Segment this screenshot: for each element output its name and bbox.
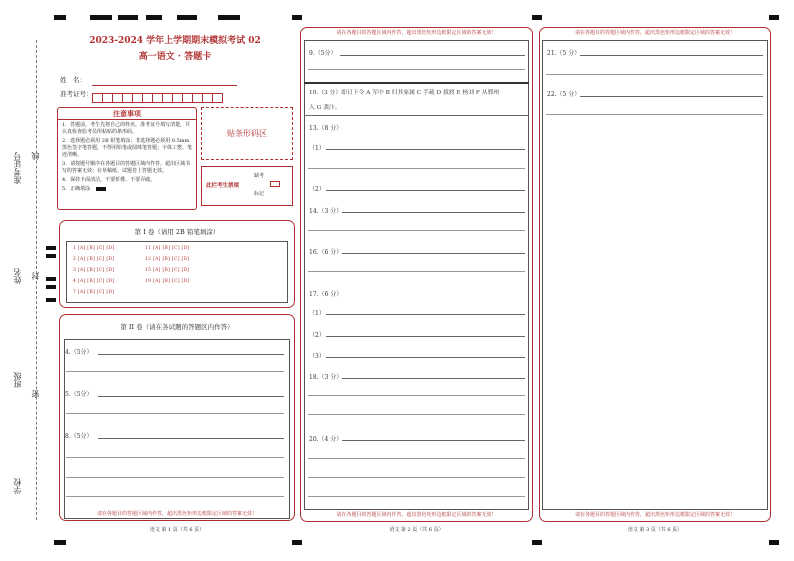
question-label: 18.（3 分） [309, 374, 343, 381]
side-label-name: 姓名 [13, 268, 22, 284]
answer-line[interactable] [98, 354, 284, 355]
answer-line[interactable] [98, 438, 284, 439]
barcode-area [201, 107, 293, 160]
question-label: 22.（5 分） [547, 91, 581, 98]
exam-no-boxes[interactable] [92, 88, 222, 107]
question-label: （1） [309, 310, 325, 317]
page-subtitle: 高一语文 · 答题卡 [138, 52, 212, 62]
timing-mark [46, 246, 56, 250]
question-label: 14.（3 分） [309, 208, 343, 215]
binding-line [36, 40, 37, 520]
region-warning: 请在各题目的答题区域内作答，超出黑色矩形边框限定区域的答案无效！ [96, 511, 257, 517]
option-row[interactable]: 15 [A] [B] [C] [D] [145, 268, 190, 273]
page-footer: 语文 第 2 页（共 6 页） [389, 527, 444, 533]
answer-line[interactable] [66, 457, 284, 458]
question-label: 13.（8 分） [309, 125, 343, 132]
answer-line[interactable] [326, 190, 525, 191]
notice-title: 注意事项 [58, 108, 196, 120]
timing-mark [46, 285, 56, 289]
notice-item: 1．答题前，考生先将自己的姓名，准考证号填写清楚，并认真检查监考员所粘贴的条形码。 [62, 122, 191, 135]
registration-mark [292, 540, 302, 545]
notice-item: 4．保持卡面清洁，不要折叠、不要弄破。 [62, 177, 156, 183]
answer-line[interactable] [342, 253, 525, 254]
registration-mark [146, 15, 162, 20]
answer-line[interactable] [308, 496, 525, 497]
answer-line[interactable] [308, 477, 525, 478]
answer-line[interactable] [308, 230, 525, 231]
question-label: 16.（6 分） [309, 249, 343, 256]
answer-line[interactable] [308, 69, 525, 70]
absent-checkbox[interactable] [270, 181, 280, 187]
answer-line[interactable] [342, 440, 525, 441]
region-warning: 请在各题目的答题区域内作答，超出黑色矩形边框限定区域的答案无效！ [574, 512, 735, 518]
answer-line[interactable] [308, 414, 525, 415]
option-row[interactable]: 11 [A] [B] [C] [D] [145, 246, 190, 251]
registration-mark [54, 15, 66, 20]
registration-mark [769, 15, 779, 20]
barcode-label: 贴条形码区 [227, 129, 267, 138]
question-label: （3） [309, 353, 325, 360]
side-label-line: 线 [31, 152, 40, 160]
answer-line[interactable] [308, 271, 525, 272]
part2-inner-box [64, 339, 290, 519]
part1-title: 第 I 卷（请用 2B 铅笔填涂） [134, 228, 220, 236]
part2-title: 第 II 卷（请在各试题的答题区内作答） [120, 323, 234, 331]
question-label: （2） [309, 332, 325, 339]
question-text: 10.（3 分）即日下令 A 军中 B 归其家属 C 手疏 D 拔渡 E 杨刘 F 从郓州 [309, 90, 500, 96]
option-row[interactable]: 19 [A] [B] [C] [D] [145, 279, 190, 284]
section-divider [304, 82, 529, 84]
notice-item: 2．选择题必须用 2B 铅笔填涂；非选择题必须用 0.5mm 黑色签字笔答题，不得用铅笔或圆珠笔答题；字体工整、笔迹清晰。 [62, 138, 193, 158]
option-row[interactable]: 2 [A] [B] [C] [D] [73, 257, 115, 262]
question-label: 9.（5分） [309, 50, 337, 57]
answer-line[interactable] [580, 55, 763, 56]
question-label: 5.（5分） [65, 391, 93, 398]
question-label: 20.（4 分） [309, 436, 343, 443]
answer-line[interactable] [340, 55, 525, 56]
answer-line[interactable] [546, 74, 763, 75]
name-field[interactable] [92, 85, 237, 86]
registration-mark [769, 540, 779, 545]
registration-mark [532, 15, 542, 20]
registration-mark [54, 540, 66, 545]
option-row[interactable]: 4 [A] [B] [C] [D] [73, 279, 115, 284]
side-label-class: 班级 [13, 372, 22, 388]
page-footer: 语文 第 3 页（共 6 页） [627, 527, 683, 533]
filled-sample-mark [96, 187, 106, 191]
option-row[interactable]: 3 [A] [B] [C] [D] [73, 268, 115, 273]
timing-mark [46, 254, 56, 258]
part1-inner-box [66, 241, 288, 303]
answer-line[interactable] [98, 396, 284, 397]
answer-line[interactable] [342, 378, 525, 379]
registration-mark [177, 15, 197, 20]
name-label: 姓 名： [60, 76, 86, 84]
registration-mark [118, 15, 138, 20]
question-label: 17.（6 分） [309, 291, 343, 298]
notice-item: 3．请按题号顺序在各题目的答题区域内作答，超出区域书写的答案无效；在草稿纸、试题卷上答题无效。 [62, 161, 191, 174]
answer-line[interactable] [546, 114, 763, 115]
question-label: 21.（5 分） [547, 50, 581, 57]
region-warning: 请在各题目的答题区域内作答，超出黑色矩形边框限定区域的答案无效！ [336, 512, 497, 518]
registration-mark [218, 15, 240, 20]
answer-line[interactable] [326, 336, 525, 337]
answer-line[interactable] [326, 314, 525, 315]
answer-line[interactable] [66, 371, 284, 372]
option-row[interactable]: 7 [A] [B] [C] [D] [73, 290, 115, 295]
question-label: 8.（5分） [65, 433, 93, 440]
option-row[interactable]: 12 [A] [B] [C] [D] [145, 257, 190, 262]
side-label-school: 学校 [13, 478, 22, 494]
answer-line[interactable] [66, 496, 284, 497]
registration-mark [292, 15, 302, 20]
absent-note: 此栏考生禁填 [206, 183, 240, 189]
question-text: 入 G 袭汴。 [309, 105, 341, 111]
answer-line[interactable] [66, 413, 284, 414]
page-footer: 语文 第 1 页（共 6 页） [149, 527, 205, 533]
exam-no-label: 准考证号： [60, 90, 93, 98]
region-warning: 请在各题目的答题区域内作答，超出黑色矩形边框限定区域的答案无效！ [336, 30, 497, 36]
registration-mark [532, 540, 542, 545]
question-label: （2） [309, 186, 325, 193]
answer-line[interactable] [66, 477, 284, 478]
option-row[interactable]: 1 [A] [B] [C] [D] [73, 246, 115, 251]
section-divider [304, 115, 529, 116]
answer-line[interactable] [326, 149, 525, 150]
page3-inner-box [542, 40, 768, 510]
answer-line[interactable] [308, 168, 525, 169]
side-label-seal: 封 [31, 272, 40, 280]
side-label-exam-no: 准考证号 [13, 152, 22, 184]
answer-line[interactable] [308, 395, 525, 396]
page-title: 2023-2024 学年上学期期末模拟考试 02 [89, 36, 261, 46]
registration-mark [90, 15, 112, 20]
answer-line[interactable] [326, 357, 525, 358]
answer-line[interactable] [308, 458, 525, 459]
answer-line[interactable] [342, 212, 525, 213]
side-label-secret: 密 [31, 390, 40, 398]
part2-box [59, 314, 295, 521]
timing-mark [46, 298, 56, 302]
notice-box [57, 107, 197, 210]
answer-line[interactable] [580, 96, 763, 97]
question-label: （1） [309, 145, 325, 152]
timing-mark [46, 277, 56, 281]
question-label: 4.（5分） [65, 349, 93, 356]
region-warning: 请在各题目的答题区域内作答，超出黑色矩形边框限定区域的答案无效！ [574, 30, 735, 36]
absent-label-top: 缺考 [254, 173, 265, 179]
part1-box [59, 220, 295, 308]
absent-box [201, 166, 293, 206]
absent-label-bottom: 标记 [254, 191, 265, 197]
notice-item: 5．正确填涂 [62, 186, 192, 193]
